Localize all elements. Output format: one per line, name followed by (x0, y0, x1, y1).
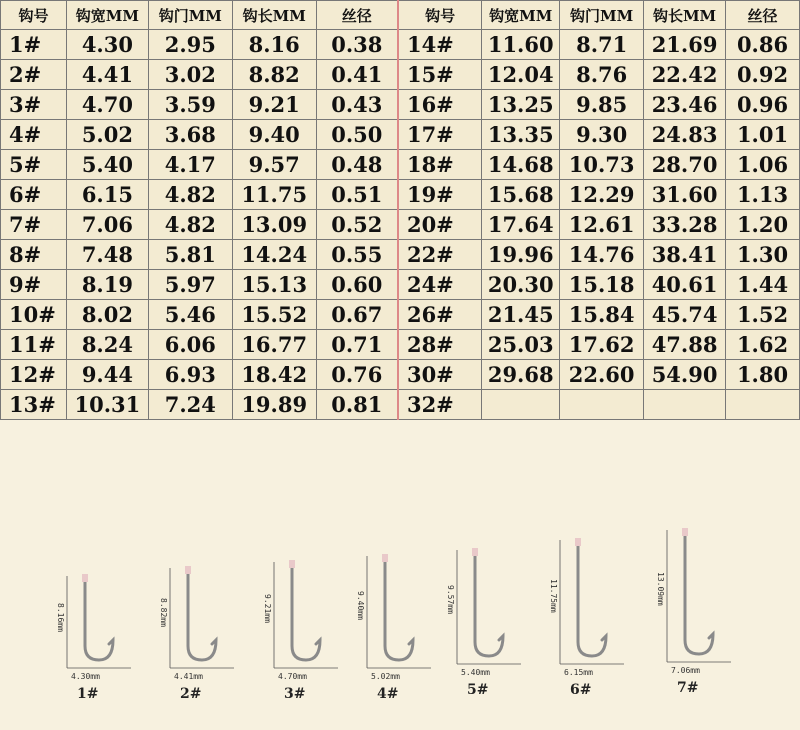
spec-value-cell: 0.81 (316, 390, 398, 420)
spec-value-cell: 29.68 (482, 360, 560, 390)
hook-length-label: 9.40mm (356, 591, 365, 620)
spec-value-cell: 14.24 (232, 240, 316, 270)
fish-hook-icon (655, 526, 745, 670)
table-row (1, 390, 800, 420)
spec-value-cell: 28.70 (644, 150, 726, 180)
hook-size-cell: 3# (1, 90, 67, 120)
hook-size-cell: 28# (398, 330, 482, 360)
column-header: 钩宽MM (66, 1, 148, 30)
spec-value-cell: 0.55 (316, 240, 398, 270)
hook-size-cell: 24# (398, 270, 482, 300)
hook-size-cell: 10# (1, 300, 67, 330)
spec-value-cell: 25.03 (482, 330, 560, 360)
hook-width-label: 4.41mm (174, 672, 203, 681)
hook-size-cell: 26# (398, 300, 482, 330)
spec-value-cell: 23.46 (644, 90, 726, 120)
table-header-row (1, 1, 800, 30)
hook-length-label: 8.82mm (159, 598, 168, 627)
spec-value-cell: 1.44 (726, 270, 800, 300)
table-row (1, 180, 800, 210)
spec-value-cell: 1.20 (726, 210, 800, 240)
hook-size-cell: 13# (1, 390, 67, 420)
table-row (1, 90, 800, 120)
spec-value-cell: 1.62 (726, 330, 800, 360)
spec-value-cell: 0.86 (726, 30, 800, 60)
hook-width-label: 7.06mm (671, 666, 700, 675)
spec-value-cell: 6.06 (148, 330, 232, 360)
spec-value-cell: 5.81 (148, 240, 232, 270)
spec-value-cell: 19.89 (232, 390, 316, 420)
hook-size-cell: 19# (398, 180, 482, 210)
spec-value-cell (726, 390, 800, 420)
spec-value-cell: 24.83 (644, 120, 726, 150)
table-row (1, 240, 800, 270)
spec-value-cell: 9.44 (66, 360, 148, 390)
spec-value-cell: 12.29 (560, 180, 644, 210)
hook-length-label: 11.75mm (549, 579, 558, 613)
spec-value-cell: 1.30 (726, 240, 800, 270)
hook-figure (262, 558, 352, 702)
hook-figure (655, 526, 745, 696)
spec-value-cell: 7.06 (66, 210, 148, 240)
spec-value-cell: 0.48 (316, 150, 398, 180)
spec-value-cell: 9.21 (232, 90, 316, 120)
spec-value-cell: 16.77 (232, 330, 316, 360)
hook-length-label: 9.21mm (263, 594, 272, 623)
hook-size-cell: 14# (398, 30, 482, 60)
spec-value-cell: 31.60 (644, 180, 726, 210)
hook-width-label: 4.30mm (71, 672, 100, 681)
spec-value-cell: 3.59 (148, 90, 232, 120)
column-header: 钩号 (398, 1, 482, 30)
spec-value-cell: 18.42 (232, 360, 316, 390)
spec-value-cell: 0.50 (316, 120, 398, 150)
spec-value-cell: 5.02 (66, 120, 148, 150)
table-row (1, 210, 800, 240)
hook-size-cell: 8# (1, 240, 67, 270)
hook-size-cell: 5# (1, 150, 67, 180)
spec-value-cell: 9.30 (560, 120, 644, 150)
hook-width-label: 5.02mm (371, 672, 400, 681)
spec-value-cell: 33.28 (644, 210, 726, 240)
table-row (1, 270, 800, 300)
hook-size-cell: 4# (1, 120, 67, 150)
spec-value-cell: 9.40 (232, 120, 316, 150)
hook-size-cell: 17# (398, 120, 482, 150)
hook-width-label: 6.15mm (564, 668, 593, 677)
hook-width-label: 4.70mm (278, 672, 307, 681)
hook-size-cell: 1# (1, 30, 67, 60)
column-header: 钩长MM (644, 1, 726, 30)
fish-hook-icon (548, 536, 638, 672)
spec-value-cell: 40.61 (644, 270, 726, 300)
spec-value-cell: 0.71 (316, 330, 398, 360)
fish-hook-icon (355, 552, 445, 676)
hook-figure (355, 552, 445, 702)
spec-value-cell: 1.06 (726, 150, 800, 180)
spec-value-cell: 7.48 (66, 240, 148, 270)
hook-size-label: 6# (570, 682, 592, 698)
spec-value-cell: 54.90 (644, 360, 726, 390)
spec-value-cell: 14.76 (560, 240, 644, 270)
spec-value-cell: 15.52 (232, 300, 316, 330)
spec-value-cell: 0.92 (726, 60, 800, 90)
spec-value-cell: 0.60 (316, 270, 398, 300)
hook-size-cell: 18# (398, 150, 482, 180)
spec-value-cell: 4.70 (66, 90, 148, 120)
spec-value-cell (560, 390, 644, 420)
spec-value-cell: 6.15 (66, 180, 148, 210)
spec-value-cell: 8.76 (560, 60, 644, 90)
hook-size-label: 2# (180, 686, 202, 702)
hook-size-cell: 11# (1, 330, 67, 360)
spec-value-cell: 13.25 (482, 90, 560, 120)
spec-value-cell: 0.41 (316, 60, 398, 90)
hook-width-label: 5.40mm (461, 668, 490, 677)
spec-value-cell: 11.60 (482, 30, 560, 60)
spec-value-cell: 13.09 (232, 210, 316, 240)
table-row (1, 360, 800, 390)
fish-hook-icon (262, 558, 352, 676)
spec-value-cell: 5.97 (148, 270, 232, 300)
hook-size-cell: 30# (398, 360, 482, 390)
spec-value-cell: 20.30 (482, 270, 560, 300)
column-header: 钩门MM (560, 1, 644, 30)
hook-size-cell: 22# (398, 240, 482, 270)
spec-value-cell: 15.68 (482, 180, 560, 210)
spec-value-cell: 17.62 (560, 330, 644, 360)
spec-value-cell: 4.41 (66, 60, 148, 90)
spec-value-cell: 0.52 (316, 210, 398, 240)
spec-value-cell: 2.95 (148, 30, 232, 60)
spec-value-cell: 15.18 (560, 270, 644, 300)
hook-figure (158, 564, 248, 702)
spec-value-cell (644, 390, 726, 420)
hook-size-cell: 20# (398, 210, 482, 240)
hook-size-cell: 16# (398, 90, 482, 120)
hook-figure (548, 536, 638, 698)
hook-figure (55, 572, 145, 702)
spec-value-cell: 4.82 (148, 210, 232, 240)
hook-size-label: 1# (77, 686, 99, 702)
spec-value-cell: 0.67 (316, 300, 398, 330)
spec-value-cell: 1.01 (726, 120, 800, 150)
hook-size-cell: 2# (1, 60, 67, 90)
spec-value-cell: 8.24 (66, 330, 148, 360)
spec-value-cell: 17.64 (482, 210, 560, 240)
spec-value-cell: 19.96 (482, 240, 560, 270)
spec-value-cell: 8.16 (232, 30, 316, 60)
spec-value-cell: 0.96 (726, 90, 800, 120)
spec-value-cell: 45.74 (644, 300, 726, 330)
spec-value-cell: 9.85 (560, 90, 644, 120)
hook-size-cell: 9# (1, 270, 67, 300)
spec-value-cell: 14.68 (482, 150, 560, 180)
hook-size-cell: 6# (1, 180, 67, 210)
spec-value-cell: 15.84 (560, 300, 644, 330)
hook-size-cell: 32# (398, 390, 482, 420)
spec-value-cell: 8.02 (66, 300, 148, 330)
hook-size-cell: 12# (1, 360, 67, 390)
hook-length-label: 8.16mm (56, 603, 65, 632)
spec-value-cell: 0.51 (316, 180, 398, 210)
column-header: 丝径 (316, 1, 398, 30)
spec-value-cell: 3.02 (148, 60, 232, 90)
table-row (1, 300, 800, 330)
spec-value-cell: 1.13 (726, 180, 800, 210)
hook-size-cell: 15# (398, 60, 482, 90)
hook-size-label: 3# (284, 686, 306, 702)
hook-size-cell: 7# (1, 210, 67, 240)
hook-size-label: 4# (377, 686, 399, 702)
spec-value-cell: 0.38 (316, 30, 398, 60)
hook-illustrations (0, 440, 800, 730)
table-row (1, 330, 800, 360)
table-row (1, 30, 800, 60)
spec-value-cell: 6.93 (148, 360, 232, 390)
spec-value-cell: 8.82 (232, 60, 316, 90)
hook-length-label: 9.57mm (446, 585, 455, 614)
fish-hook-icon (445, 546, 535, 672)
spec-value-cell: 4.82 (148, 180, 232, 210)
column-header: 钩门MM (148, 1, 232, 30)
spec-value-cell: 0.43 (316, 90, 398, 120)
spec-value-cell: 3.68 (148, 120, 232, 150)
hook-figure (445, 546, 535, 698)
column-header: 丝径 (726, 1, 800, 30)
spec-value-cell: 21.69 (644, 30, 726, 60)
spec-value-cell: 47.88 (644, 330, 726, 360)
column-header: 钩长MM (232, 1, 316, 30)
spec-value-cell: 8.19 (66, 270, 148, 300)
table-row (1, 150, 800, 180)
table-row (1, 120, 800, 150)
hook-size-label: 5# (467, 682, 489, 698)
spec-value-cell (482, 390, 560, 420)
spec-value-cell: 4.30 (66, 30, 148, 60)
spec-value-cell: 9.57 (232, 150, 316, 180)
spec-value-cell: 12.04 (482, 60, 560, 90)
spec-value-cell: 15.13 (232, 270, 316, 300)
column-header: 钩号 (1, 1, 67, 30)
spec-value-cell: 0.76 (316, 360, 398, 390)
spec-value-cell: 38.41 (644, 240, 726, 270)
spec-value-cell: 4.17 (148, 150, 232, 180)
spec-value-cell: 7.24 (148, 390, 232, 420)
table-row (1, 60, 800, 90)
spec-value-cell: 22.60 (560, 360, 644, 390)
spec-value-cell: 8.71 (560, 30, 644, 60)
spec-value-cell: 5.46 (148, 300, 232, 330)
spec-value-cell: 11.75 (232, 180, 316, 210)
spec-value-cell: 1.80 (726, 360, 800, 390)
hook-length-label: 13.09mm (656, 572, 665, 606)
hook-size-label: 7# (677, 680, 699, 696)
spec-value-cell: 12.61 (560, 210, 644, 240)
column-header: 钩宽MM (482, 1, 560, 30)
spec-value-cell: 1.52 (726, 300, 800, 330)
spec-value-cell: 10.73 (560, 150, 644, 180)
spec-value-cell: 10.31 (66, 390, 148, 420)
spec-value-cell: 22.42 (644, 60, 726, 90)
spec-value-cell: 21.45 (482, 300, 560, 330)
fish-hook-icon (158, 564, 248, 676)
spec-value-cell: 13.35 (482, 120, 560, 150)
fish-hook-icon (55, 572, 145, 676)
spec-value-cell: 5.40 (66, 150, 148, 180)
